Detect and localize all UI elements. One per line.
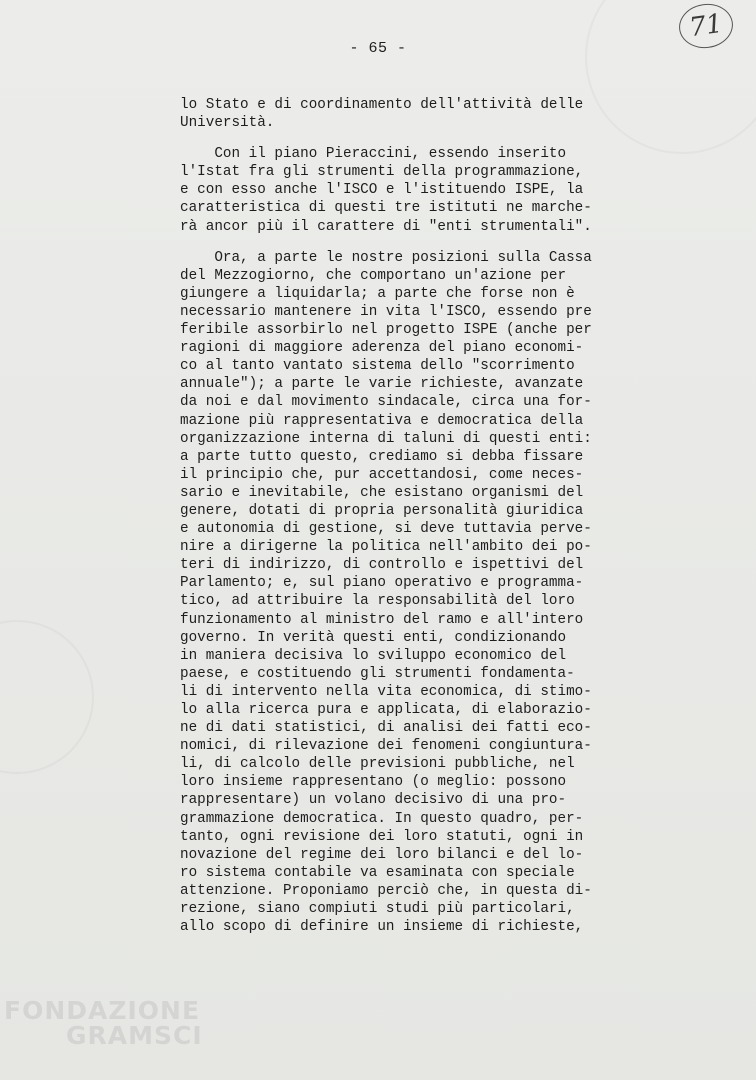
text-line: funzionamento al ministro del ramo e all'intero	[180, 611, 584, 628]
text-line: li, di calcolo delle previsioni pubbliche, nel	[180, 756, 575, 773]
watermark-line-2: GRAMSCI	[66, 1021, 203, 1050]
faded-stamp-left	[0, 620, 94, 774]
text-line: attenzione. Proponiamo perciò che, in questa di-	[180, 882, 592, 899]
text-line: tanto, ogni revisione dei loro statuti, ogni in	[180, 828, 584, 845]
paragraph	[180, 249, 630, 937]
text-line: tico, ad attribuire la responsabilità del loro	[180, 593, 575, 610]
text-line: feribile assorbirlo nel progetto ISPE (anche per	[180, 322, 592, 339]
paragraph	[180, 96, 630, 132]
text-line: Parlamento; e, sul piano operativo e programma-	[180, 575, 584, 592]
text-line: ragioni di maggiore aderenza del piano economi-	[180, 340, 584, 357]
text-line: caratteristica di questi tre istituti ne marche-	[180, 200, 592, 217]
archive-watermark	[4, 998, 203, 1048]
text-line: Università.	[180, 115, 275, 132]
text-line: del Mezzogiorno, che comportano un'azione per	[180, 267, 567, 284]
text-line: governo. In verità questi enti, condizionando	[180, 629, 567, 646]
text-line: l'Istat fra gli strumenti della programmazione,	[180, 164, 584, 181]
text-line: grammazione democratica. In questo quadro, per-	[180, 810, 584, 827]
text-line: ro sistema contabile va esaminata con speciale	[180, 864, 575, 881]
text-line: annuale"); a parte le varie richieste, avanzate	[180, 376, 584, 393]
watermark-line-1: FONDAZIONE	[4, 996, 201, 1025]
text-line: necessario mantenere in vita l'ISCO, essendo pre	[180, 303, 592, 320]
text-line: mazione più rappresentativa e democratica della	[180, 412, 584, 429]
text-line: da noi e dal movimento sindacale, circa una for-	[180, 394, 592, 411]
text-line: loro insieme rappresentano (o meglio: possono	[180, 774, 567, 791]
text-line: Ora, a parte le nostre posizioni sulla Cassa	[180, 249, 592, 266]
text-line: rezione, siano compiuti studi più particolari,	[180, 901, 575, 918]
paragraph	[180, 145, 630, 235]
text-line: novazione del regime dei loro bilanci e del lo-	[180, 846, 584, 863]
archive-page-number: 71	[676, 0, 736, 51]
text-line: lo alla ricerca pura e applicata, di elaborazio-	[180, 702, 592, 718]
text-line: co al tanto vantato sistema dello "scorrimento	[180, 358, 575, 375]
text-line: in maniera decisiva lo sviluppo economico del	[180, 647, 567, 664]
text-line: a parte tutto questo, crediamo si debba fissare	[180, 448, 584, 465]
text-line: giungere a liquidarla; a parte che forse non è	[180, 285, 575, 302]
text-line: organizzazione interna di taluni di questi enti:	[180, 430, 592, 447]
text-line: paese, e costituendo gli strumenti fondamenta-	[180, 665, 575, 682]
typewritten-text-body	[180, 96, 630, 936]
text-line: li di intervento nella vita economica, di stimo-	[180, 683, 592, 700]
text-line: rà ancor più il carattere di "enti strumentali".	[180, 218, 592, 235]
text-line: nire a dirigerne la politica nell'ambito dei po-	[180, 539, 592, 556]
text-line: e autonomia di gestione, si deve tuttavia perve-	[180, 521, 592, 538]
text-line: il principio che, pur accettandosi, come neces-	[180, 466, 584, 483]
text-line: rappresentare) un volano decisivo di una pro-	[180, 792, 567, 809]
text-line: Con il piano Pieraccini, essendo inserito	[180, 146, 567, 163]
page-number: - 65 -	[349, 40, 407, 57]
text-line: lo Stato e di coordinamento dell'attività delle	[180, 97, 584, 113]
text-line: genere, dotati di propria personalità giuridica	[180, 502, 584, 519]
text-line: ne di dati statistici, di analisi dei fatti eco-	[180, 720, 592, 737]
text-line: nomici, di rilevazione dei fenomeni congiuntura-	[180, 738, 592, 755]
text-line: sario e inevitabile, che esistano organismi del	[180, 484, 584, 501]
text-line: allo scopo di definire un insieme di richieste,	[180, 919, 584, 936]
text-line: teri di indirizzo, di controllo e ispettivi del	[180, 557, 584, 574]
text-line: e con esso anche l'ISCO e l'istituendo ISPE, la	[180, 182, 584, 199]
